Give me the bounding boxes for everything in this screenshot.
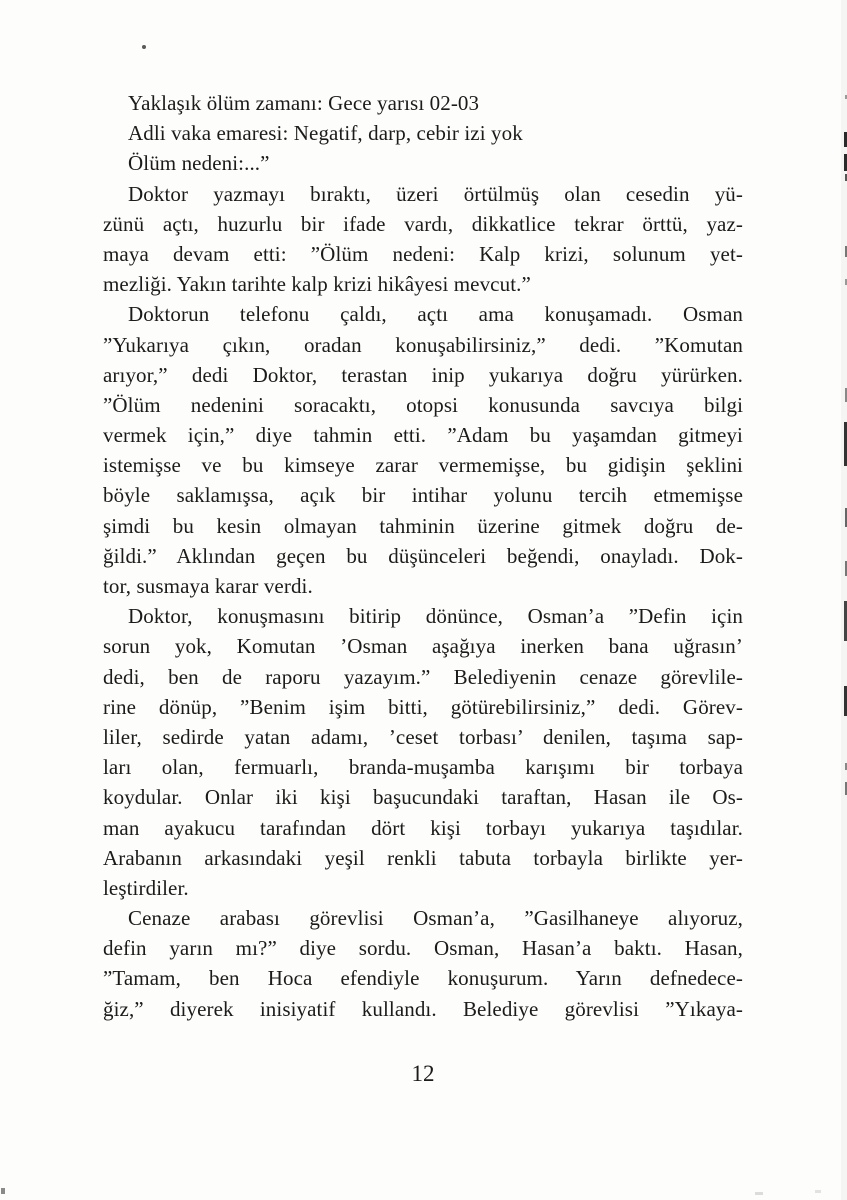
scan-speck <box>142 45 146 49</box>
text-line: koydular. Onlar iki kişi başucundaki taraftan, Hasan ile Os- <box>103 785 743 810</box>
text-line: liler, sedirde yatan adamı, ’ceset torbası’ denilen, taşıma sap- <box>103 724 743 749</box>
text-line: man ayakucu tarafından dört kişi torbayı yukarıya taşıdılar. <box>103 815 743 840</box>
text-line: rine dönüp, ”Benim işim bitti, götürebilirsiniz,” dedi. Görev- <box>103 694 743 719</box>
text-line: şimdi bu kesin olmayan tahminin üzerine gitmek doğru de- <box>103 513 743 538</box>
text-line: Adli vaka emaresi: Negatif, darp, cebir izi yok <box>128 121 523 146</box>
text-line: Yaklaşık ölüm zamanı: Gece yarısı 02-03 <box>128 91 480 115</box>
text-line: Doktorun telefonu çaldı, açtı ama konuşamadı. Osman <box>128 302 743 327</box>
text-line: defin yarın mı?” diye sordu. Osman, Hasan’a baktı. Hasan, <box>103 936 743 961</box>
text-line: ”Tamam, ben Hoca efendiyle konuşurum. Yarın defnedece- <box>103 966 743 991</box>
text-line: arıyor,” dedi Doktor, terastan inip yukarıya doğru yürürken. <box>103 362 743 387</box>
text-line: Arabanın arkasındaki yeşil renkli tabuta torbayla birlikte yer- <box>103 845 743 870</box>
text-block <box>103 88 743 1024</box>
text-line: maya devam etti: ”Ölüm nedeni: Kalp krizi, solunum yet- <box>103 241 743 266</box>
text-line: ”Ölüm nedenini soracaktı, otopsi konusunda savcıya bilgi <box>103 392 743 417</box>
text-line: dedi, ben de raporu yazayım.” Belediyenin cenaze görevlile- <box>103 664 743 689</box>
text-line: Doktor, konuşmasını bitirip dönünce, Osman’a ”Defin için <box>128 604 743 629</box>
text-line: sorun yok, Komutan ’Osman aşağıya inerken bana uğrasın’ <box>103 634 743 659</box>
scan-speck <box>1 1188 5 1194</box>
text-line: ları olan, fermuarlı, branda-muşamba karışımı bir torbaya <box>103 755 743 780</box>
text-line: tor, susmaya karar verdi. <box>103 574 313 598</box>
text-line: leştirdiler. <box>103 875 189 900</box>
scan-speck <box>755 1192 763 1195</box>
text-line: zünü açtı, huzurlu bir ifade vardı, dikkatlice tekrar örttü, yaz- <box>103 211 743 236</box>
text-line: Doktor yazmayı bıraktı, üzeri örtülmüş olan cesedin yü- <box>128 181 743 206</box>
text-line: ğildi.” Aklından geçen bu düşünceleri beğendi, onayladı. Dok- <box>103 543 743 568</box>
text-line: vermek için,” diye tahmin etti. ”Adam bu yaşamdan gitmeyi <box>103 423 743 448</box>
text-line: istemişse ve bu kimseye zarar vermemişse, bu gidişin şeklini <box>103 453 743 478</box>
text-line: Cenaze arabası görevlisi Osman’a, ”Gasilhaneye alıyoruz, <box>128 906 743 931</box>
text-line: ”Yukarıya çıkın, oradan konuşabilirsiniz,” dedi. ”Komutan <box>103 332 743 357</box>
text-line: ğiz,” diyerek inisiyatif kullandı. Belediye görevlisi ”Yıkaya- <box>103 996 743 1021</box>
text-line: böyle saklamışsa, açık bir intihar yolunu tercih etmemişse <box>103 483 743 508</box>
text-line: Ölüm nedeni:...” <box>128 151 270 176</box>
scan-speck <box>815 1190 821 1193</box>
text-line: mezliği. Yakın tarihte kalp krizi hikâyesi mevcut.” <box>103 272 531 297</box>
page-number: 12 <box>411 1061 435 1086</box>
